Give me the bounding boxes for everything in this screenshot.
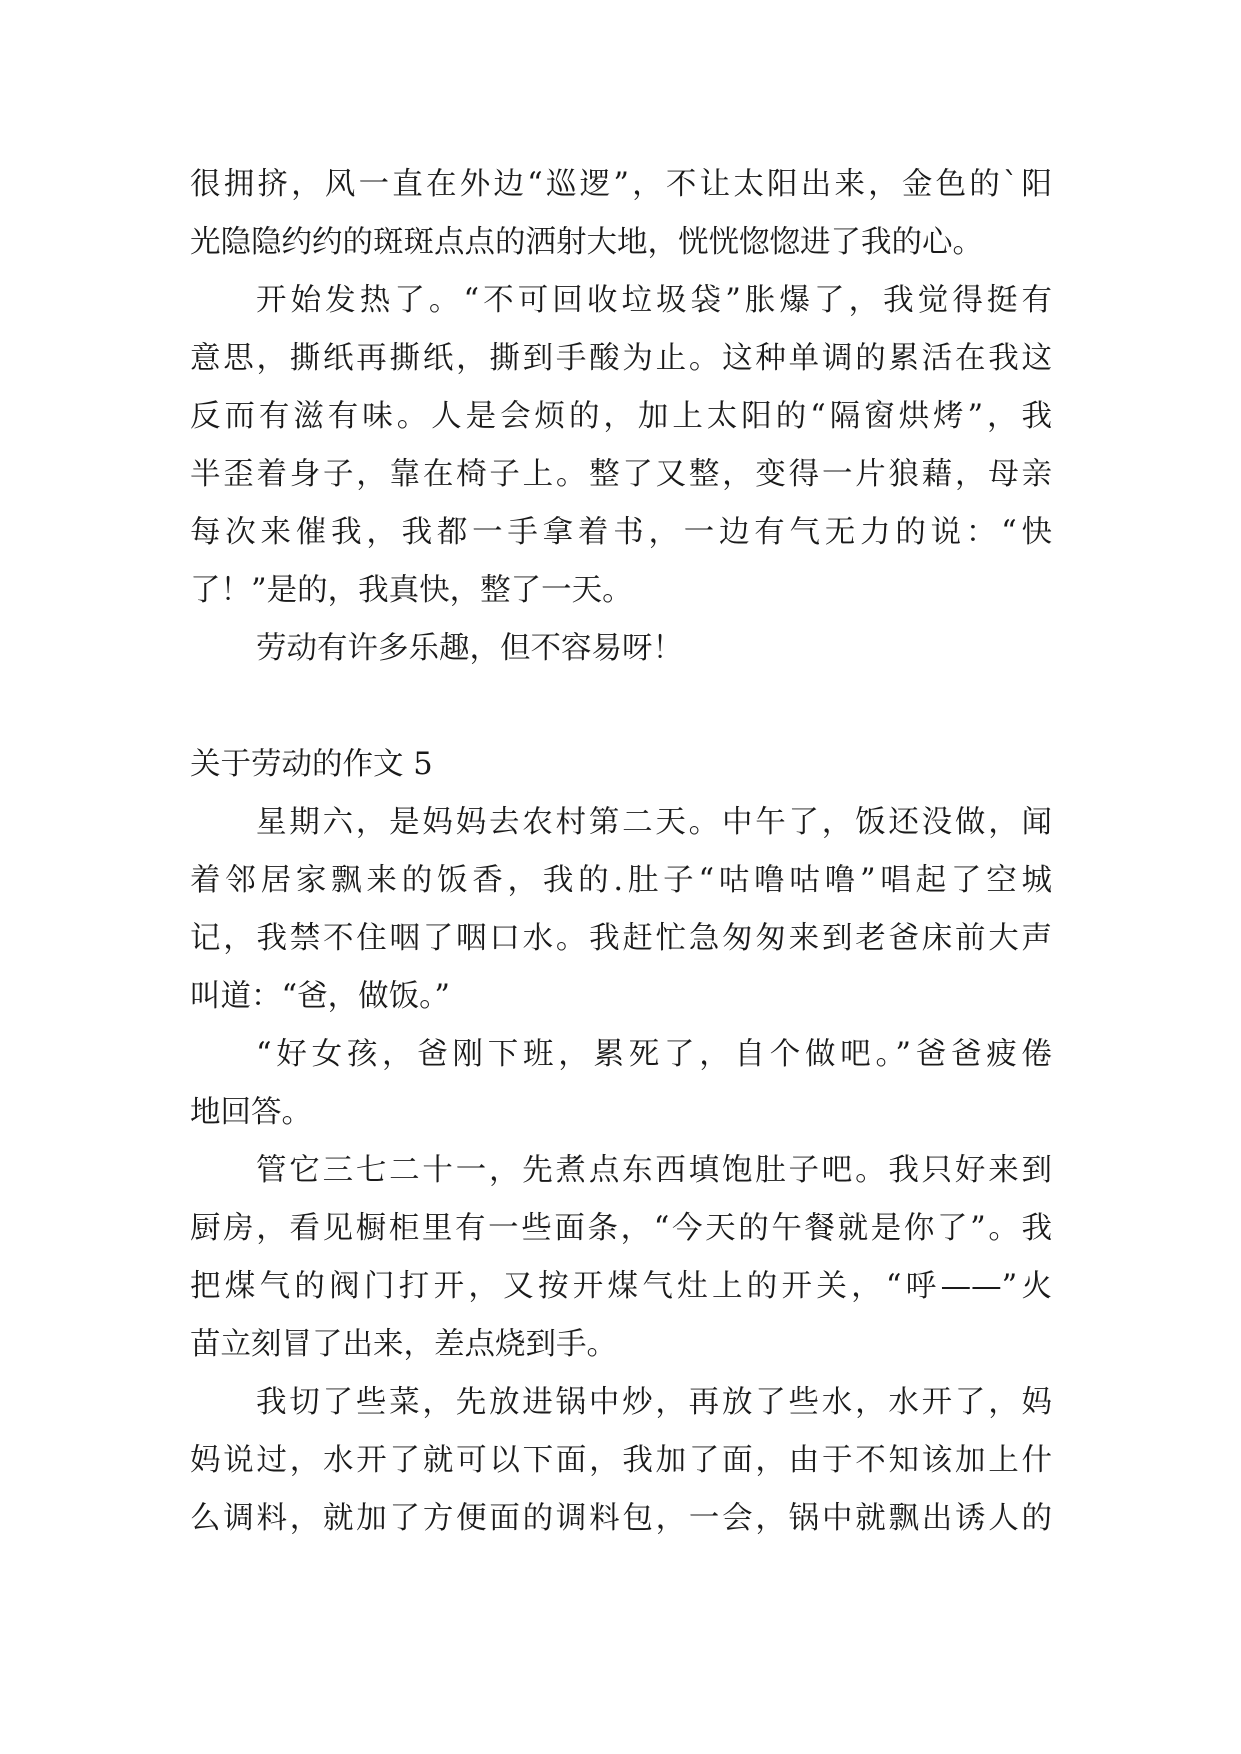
text-line: 叫道：“爸，做饭。” [190,979,450,1014]
paragraph [190,1142,1052,1374]
paragraph [190,620,1052,678]
text-line: 每次来催我，我都一手拿着书，一边有气无力的说：“快 [190,515,1052,550]
paragraph [190,1374,1052,1548]
section-spacer [190,678,1052,736]
text-line: 地回答。 [190,1095,312,1130]
paragraph [190,156,1052,272]
text-line: 很拥挤，风一直在外边“巡逻”，不让太阳出来，金色的`阳 [190,167,1052,202]
paragraph [190,1026,1052,1142]
text-line: 把煤气的阀门打开，又按开煤气灶上的开关，“呼——”火 [190,1269,1052,1304]
text-line: 着邻居家飘来的饭香，我的.肚子“咕噜咕噜”唱起了空城 [190,863,1052,898]
section-title: 关于劳动的作文 5 [190,747,433,782]
text-line: “好女孩，爸刚下班，累死了，自个做吧。”爸爸疲倦 [256,1037,1052,1072]
text-line: 意思，撕纸再撕纸，撕到手酸为止。这种单调的累活在我这 [190,341,1052,376]
text-line: 厨房，看见橱柜里有一些面条，“今天的午餐就是你了”。我 [190,1211,1052,1246]
text-line: 开始发热了。“不可回收垃圾袋”胀爆了，我觉得挺有 [256,283,1052,318]
text-line: 半歪着身子，靠在椅子上。整了又整，变得一片狼藉，母亲 [190,457,1052,492]
paragraph [190,272,1052,620]
text-line: 星期六，是妈妈去农村第二天。中午了，饭还没做，闻 [256,805,1052,840]
text-line: 了！”是的，我真快，整了一天。 [190,573,633,608]
text-line: 光隐隐约约的斑斑点点的洒射大地，恍恍惚惚进了我的心。 [190,225,983,260]
text-line: 妈说过，水开了就可以下面，我加了面，由于不知该加上什 [190,1443,1052,1478]
document-body [190,156,1052,1548]
text-line: 管它三七二十一，先煮点东西填饱肚子吧。我只好来到 [256,1153,1052,1188]
text-line: 么调料，就加了方便面的调料包，一会，锅中就飘出诱人的 [190,1501,1052,1536]
text-line: 记，我禁不住咽了咽口水。我赶忙急匆匆来到老爸床前大声 [190,921,1052,956]
text-line: 反而有滋有味。人是会烦的，加上太阳的“隔窗烘烤”，我 [190,399,1052,434]
paragraph [190,794,1052,1026]
text-line: 苗立刻冒了出来，差点烧到手。 [190,1327,617,1362]
text-line: 我切了些菜，先放进锅中炒，再放了些水，水开了，妈 [256,1385,1052,1420]
text-line: 劳动有许多乐趣，但不容易呀！ [256,631,683,666]
